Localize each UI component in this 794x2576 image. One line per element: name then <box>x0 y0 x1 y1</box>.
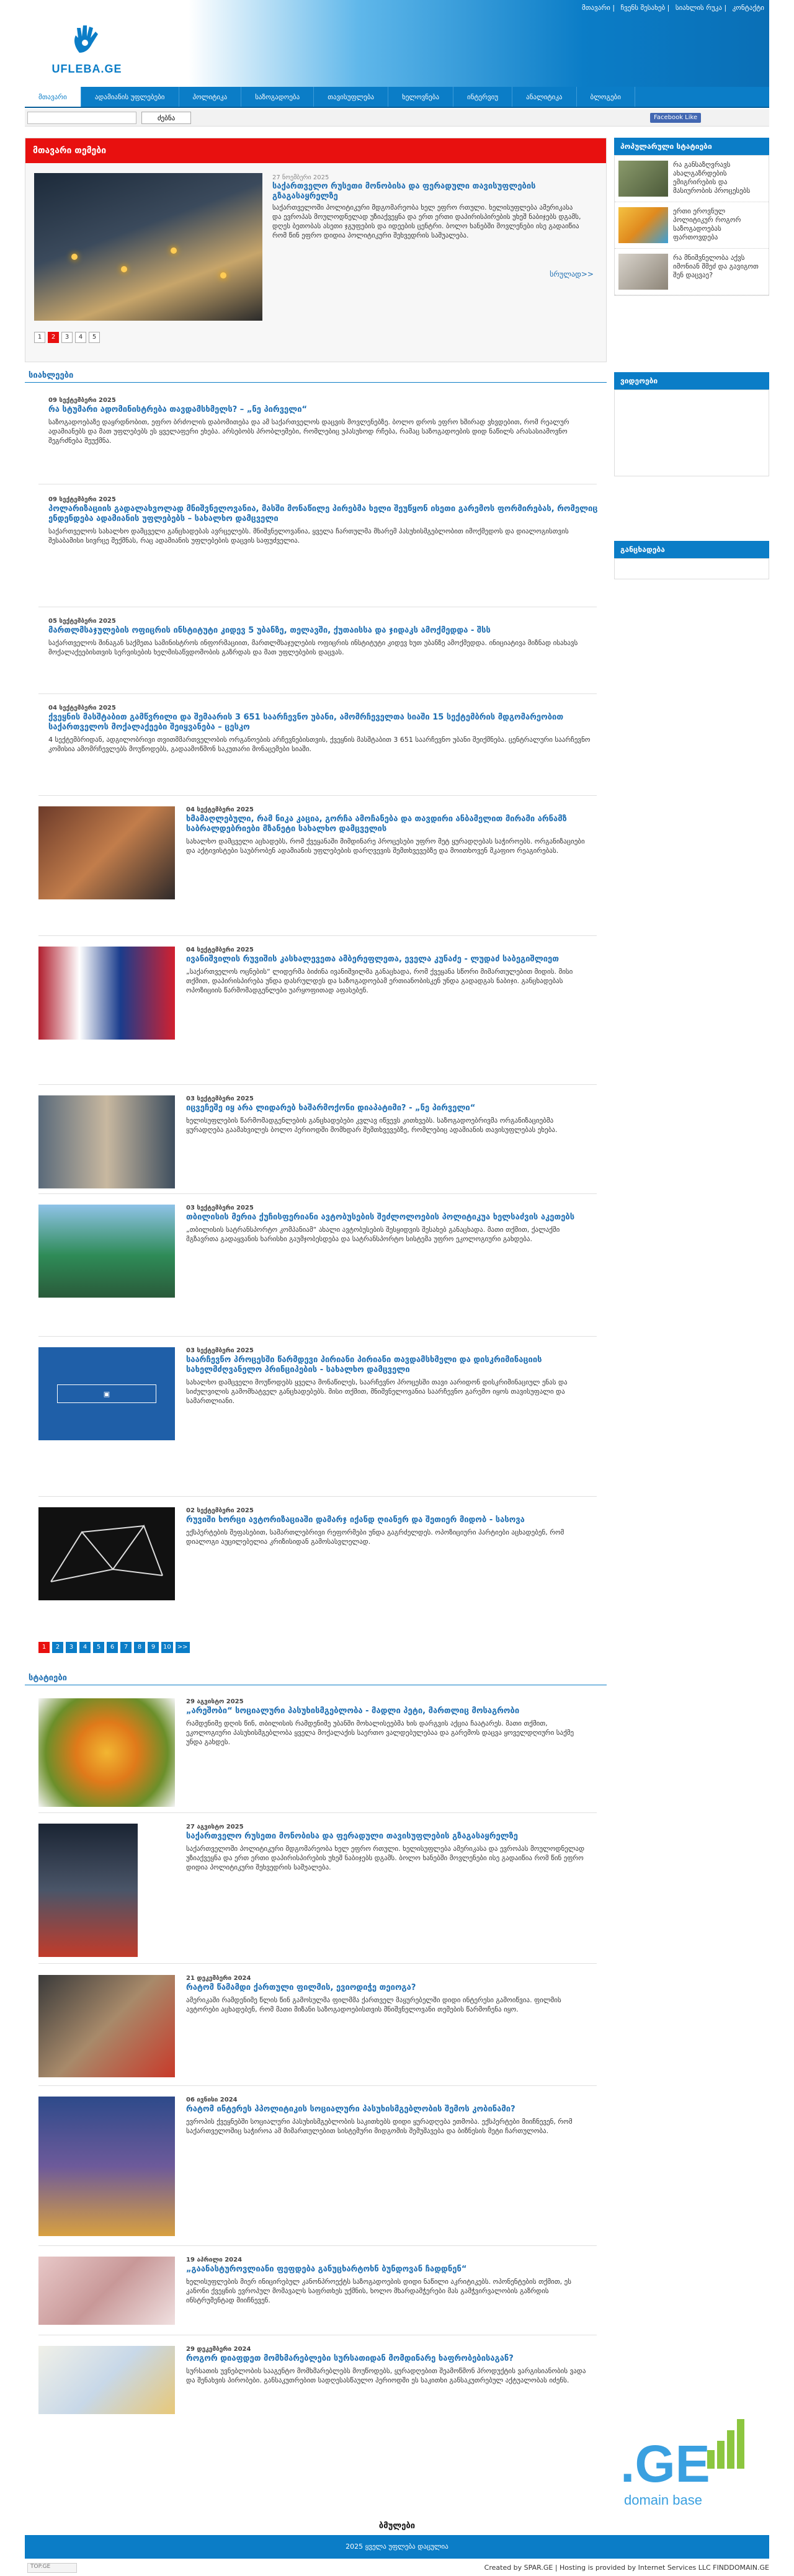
nav-freedom[interactable]: თავისუფლება <box>314 87 388 107</box>
article-title[interactable]: როგორ დიაფდეთ მომხმარებლები სურსათიდან მომდინარე ხაფრობებისაგან? <box>186 2354 514 2363</box>
page-link[interactable]: 8 <box>134 1642 145 1653</box>
page-link[interactable]: 2 <box>52 1642 63 1653</box>
hand-icon <box>68 22 105 59</box>
news-text: საქართველოს სახალხო დამცველი განცხადებას ავრცელებს. მნიშვნელოვანია, ყველა ჩართულმა მხარემ პასუხისმგებლობით იმოქმედოს და დიალოგისთვის შესაბამისი სივრცე შექმნას, რაც ადამიანის უფლებების დაცვის საფუძველია. <box>48 527 569 545</box>
news-date: 09 სექტემბერი 2025 <box>48 496 116 503</box>
featured-title[interactable]: საქართველო რუსეთი მონობისა და ფერადული თავისუფლების გზაგასაყრელზე <box>272 182 536 201</box>
popular-heading: პოპულარული სტატიები <box>614 138 769 155</box>
footer-bar: 2025 ყველა უფლება დაცულია <box>25 2535 769 2559</box>
featured-slider <box>25 138 607 362</box>
search-bar <box>25 109 769 127</box>
news-separator <box>38 795 597 796</box>
news-date: 04 სექტემბერი 2025 <box>186 947 254 953</box>
slider-page[interactable]: 1 <box>34 332 45 343</box>
nav-home[interactable]: მთავარი <box>25 87 81 107</box>
featured-text: საქართველოში პოლიტიკური მდგომარეობა ხელ ეფრო რთული. ხელისუფლება ამერიკასა და ევროპას მოულოდნელად უზიაქვეყნა და ერთ ერთი დაპირისპირების უხეშ ნაბიჯებს დგამს, დღეს ბეთობას ასეთი ჯგუფების და იდეების ცენტრი. ბოლო ხანებში მოვლენები ისე გადაიწია რომ წინ ეფრო დიდია პოლიტიკური შეხვედრის საშუალება. <box>272 203 581 239</box>
news-text: სახალხო დამცველი მოუწოდებს ყველა მონაწილეს, საარჩევნო პროცესში თავი აარიდონ დისკრიმინაციულ ენას და სიძულვილის გამომხატველ განცხადებებს. მისი თქმით, მნიშვნელოვანია საარჩევნო გარემო იყოს თავისუფალი და სამართლიანი. <box>186 1378 568 1405</box>
search-button[interactable]: ძებნა <box>141 112 191 124</box>
news-title[interactable]: ხმამაღლებული, რამ ნიკა კაცია, გორჩა ამოჩანება და თავდირი ანბამელით მირამი არნამზ საბრალდებრიები მზანეტი სახალხო დამცველის <box>186 814 567 834</box>
news-text: სახალხო დამცველი აცხადებს, რომ ქვეყანაში მიმდინარე პროცესები უფრო მეტ ყურადღებას საჭიროებს. ორგანიზაციები და აქტივისტები საუბრობენ ადამიანის უფლებების დარღვევის შემთხვევებზე და მოითხოვენ მკაფიო რეაგირებას. <box>186 837 585 855</box>
ad-sidebar <box>614 541 769 579</box>
news-separator <box>38 1084 597 1085</box>
facebook-like-button[interactable]: Facebook Like <box>650 113 701 123</box>
site-header <box>25 0 769 87</box>
popular-item-title: ერთი ეროვნულ პოლიტიკურ როგორ საზოგადოებას ფართოვდება <box>673 207 741 241</box>
ombudsman-logo: ▣ <box>57 1384 156 1403</box>
article-title[interactable]: „გაანასტუროვლიანი ფეფდება განუცხარტოხნ ბუნდოვან ჩადდნენ“ <box>186 2265 467 2274</box>
news-text: ექსპერტების შეფასებით, სამართლებრივი რეფორმები უნდა გაგრძელდეს. ოპოზიციური პარტიები აცხადებენ, რომ დიალოგი აუცილებელია კრიზისიდან გამოსასვლელად. <box>186 1528 564 1546</box>
slider-page[interactable]: 5 <box>89 332 100 343</box>
article-text: საქართველოში პოლიტიკური მდგომარეობა ხელ ეფრო რთული. ხელისუფლება ამერიკასა და ევროპას მოულოდნელად უზიაქვეყნა და ერთ ერთი დაპირისპირების უხეშ ნაბიჯებს დგამს. ბოლო ხანებში მოვლენები ისე გადაიწია რომ წინ ეფრო დიდია პოლიტიკური შეხვედრის საშუალება. <box>186 1845 585 1871</box>
article-text: სურსათის უვნებლობის სააგენტო მომხმარებლებს მოუწოდებს, ყურადღებით შეამოწმონ პროდუქტის ვარგისიანობის ვადა და შენახვის პირობები. განსაკუთრებით სადღესასწაულო პერიოდში ეს საკითხი განსაკუთრებულ აქტუალობას იძენს. <box>186 2367 586 2384</box>
news-thumb[interactable] <box>38 947 175 1040</box>
popular-sidebar <box>614 138 769 296</box>
news-item[interactable] <box>48 397 600 445</box>
news-date: 04 სექტემბერი 2025 <box>186 806 254 813</box>
slider-page[interactable]: 3 <box>61 332 73 343</box>
news-title[interactable]: თბილისის მერია ქუჩისფერიანი ავტობუსების შეძლოლოების პოლიტიკუა ხელსაძვის აკეთებს <box>186 1213 575 1222</box>
top-link-home[interactable]: მთავარი <box>582 4 610 12</box>
article-thumb[interactable] <box>38 2097 175 2236</box>
news-item[interactable] <box>48 496 600 545</box>
news-date: 09 სექტემბერი 2025 <box>48 397 116 404</box>
news-heading: სიახლეები <box>29 371 74 380</box>
news-date: 03 სექტემბერი 2025 <box>186 1347 254 1354</box>
article-text: რამდენიმე დღის წინ, თბილისის რამდენიმე უბანში მოხალისეებმა ხის დარგვის აქცია ჩაატარეს. მათი თქმით, ეკოლოგიური პასუხისმგებლობა ყველა მოქალაქის საერთო ვალდებულებაა და გარემოს დაცვა ყოველდღიური საქმე უნდა გახდეს. <box>186 1719 574 1746</box>
next-page-link[interactable]: >> <box>176 1642 190 1653</box>
footer-credits[interactable]: Created by SPAR.GE | Hosting is provided by Internet Services LLC FINDDOMAIN.GE <box>484 2564 769 2572</box>
news-separator <box>38 1336 597 1337</box>
article-text: ევროპის ქვეყნებში სოციალური პასუხისმგებლობის საკითხებს დიდი ყურადღება ეთმობა. ექსპერტები მიიჩნევენ, რომ საქართველოშიც საჭიროა ამ მიმართულებით სისტემური მიდგომის შემუშავება და ბიზნესის მეტი ჩართულობა. <box>186 2118 573 2135</box>
popular-thumb <box>618 254 668 290</box>
news-item[interactable] <box>48 705 600 754</box>
featured-date: 27 ნოემბერი 2025 <box>272 174 329 181</box>
article-title[interactable]: „არეშობი“ სოციალური პასუხისმგებლობა - მადლი პეტი, მართლიც მოსაგრობი <box>186 1706 520 1716</box>
news-separator <box>38 693 597 694</box>
top-link-about[interactable]: ჩვენს შესახებ <box>620 4 666 12</box>
video-box <box>614 390 769 476</box>
slider-page-active[interactable]: 2 <box>48 332 59 343</box>
article-thumb[interactable] <box>38 1975 175 2077</box>
ad-heading: განცხადება <box>614 541 769 558</box>
news-text: საქართველოს შინაგან საქმეთა სამინისტროს ინფორმაციით, მართლმსაჯულების ოფიცრის ინსტიტუტი კიდევ ხუთ უბანზე ამოქმედდა. ინიციატივა მიზნად ისახავს მოქალაქეებისთვის სერვისების ხელმისაწვდომობის გაზრდას და მათ უფლებების დაცვას. <box>48 639 578 656</box>
page-link[interactable]: 9 <box>148 1642 159 1653</box>
news-title[interactable]: რა სტუმარი ადომინისტრება თავდამსხმელს? – „ნე პირველი“ <box>48 405 308 414</box>
article-date: 21 დეკემბერი 2024 <box>186 1975 251 1982</box>
news-text: 4 სექტემბრიდან, ადგილობრივი თვითმმართველობის ორგანოების არჩევნებისთვის, ქვეყნის მასშტაბით 3 651 საარჩევნო უბანი შეიქმნება. ცენტრალური საარჩევნო კომისია ამომრჩევლებს მოუწოდებს, გადაამოწმონ საკუთარი მონაცემები სიაში. <box>48 736 591 753</box>
page-link[interactable]: 5 <box>93 1642 104 1653</box>
logo-text: UFLEBA.GE <box>51 63 122 75</box>
domain-base-watermark <box>614 2413 763 2512</box>
topge-counter[interactable]: TOP.GE <box>27 2563 77 2573</box>
popular-thumb <box>618 207 668 243</box>
site-logo[interactable] <box>50 22 124 78</box>
candle-light <box>71 254 78 260</box>
news-separator <box>38 935 597 936</box>
read-more-link[interactable]: სრულად>> <box>550 270 594 279</box>
news-thumb[interactable] <box>38 1205 175 1298</box>
news-date: 02 სექტემბერი 2025 <box>186 1507 254 1514</box>
candle-light <box>171 247 177 254</box>
news-thumb[interactable] <box>38 1507 175 1600</box>
page-link-active[interactable]: 1 <box>38 1642 50 1653</box>
news-title[interactable]: ივანიშვილის რუვიშის კასხალევეთა ამბერეფლეთა, ეველა კუნაძე - ლუდაძ საბეგიშლიეთ <box>186 955 559 964</box>
article-separator <box>38 1963 597 1964</box>
news-separator <box>38 1496 597 1497</box>
news-title[interactable]: საარჩევნო პროცესში წარმდევი პირიანი პირიანი თავდამსხმელი და დისკრიმინაციის სახელმძღვანელო პრინციპების - სახალხო დამცველი <box>186 1355 542 1375</box>
search-input[interactable] <box>27 112 136 124</box>
page-link[interactable]: 3 <box>66 1642 77 1653</box>
nav-analytics[interactable]: ანალიტიკა <box>512 87 576 107</box>
network-graphic <box>38 1507 175 1600</box>
news-text: „საქართველოს ოცნების“ ლიდერმა ბიძინა ივანიშვილმა განაცხადა, რომ ქვეყანა სწორი მიმართულებით მიდის. მისი თქმით, დაპირისპირება უნდა დასრულდეს და საზოგადოებამ ერთიანობისკენ უნდა გადადგას ნაბიჯი. განცხადებას ოპოზიციის წარმომადგენლები უარყოფითად აფასებენ. <box>186 968 573 994</box>
page-link[interactable]: 7 <box>120 1642 132 1653</box>
article-title[interactable]: საქართველო რუსეთი მონობისა და ფერადული თავისუფლების გზაგასაყრელზე <box>186 1832 518 1841</box>
nav-art[interactable]: ხელოვნება <box>388 87 453 107</box>
news-thumb[interactable] <box>38 1095 175 1188</box>
article-date: 29 აგვისტო 2025 <box>186 1698 244 1705</box>
news-pagination <box>38 1642 190 1653</box>
article-thumb[interactable] <box>38 1824 138 1957</box>
article-date: 29 დეკემბერი 2024 <box>186 2346 251 2353</box>
article-text: ამერიკაში რამდენიმე წლის წინ გამოსულმა ფილმმა ქართველ მაყურებელში დიდი ინტერესი გამოიწვია. ფილმის ავტორები აცხადებენ, რომ მათი მიზანი საზოგადოებისთვის მნიშვნელოვანი თემების წარმოჩენა იყო. <box>186 1996 561 2013</box>
nav-society[interactable]: საზოგადოება <box>241 87 314 107</box>
news-date: 03 სექტემბერი 2025 <box>186 1205 254 1211</box>
slider-pager <box>34 332 100 343</box>
nav-interview[interactable]: ინტერვიუ <box>453 87 512 107</box>
nav-blogs[interactable]: ბლოგები <box>577 87 635 107</box>
links-heading: ბმულები <box>378 2521 416 2531</box>
news-thumb[interactable] <box>38 1347 175 1440</box>
page-link[interactable]: 4 <box>79 1642 91 1653</box>
featured-heading: მთავარი თემები <box>25 138 606 163</box>
watermark-brand: .GE <box>620 2435 710 2493</box>
article-date: 06 ივნისი 2024 <box>186 2097 238 2103</box>
article-separator <box>38 1812 597 1813</box>
article-title[interactable]: რატომ წამამდი ქართული ფილმის, ევიოდიჭე თეიოგა? <box>186 1983 416 1992</box>
news-date: 03 სექტემბერი 2025 <box>186 1095 254 1102</box>
slider-page[interactable]: 4 <box>75 332 86 343</box>
popular-thumb <box>618 161 668 197</box>
popular-item-title: რა მნიშვნელობა აქვს იმონიან შმეძ და გავიგოთ შენ დაცვაე? <box>673 254 759 279</box>
popular-item[interactable] <box>615 249 769 295</box>
news-date: 05 სექტემბერი 2025 <box>48 618 116 625</box>
news-title[interactable]: რუვიში ხორცი ავტორიზაციაში დამარჯ იქანდ ღიანერ და შეთიერ მიდობ - სასოვა <box>186 1515 525 1525</box>
news-title[interactable]: მართლმსაჯულების ოფიცრის ინსტიტუტი კიდევ 5 უბანზე, თელავში, ქუთაისსა და ჯიდაკს ამოქმედდა - შსს <box>48 626 491 635</box>
article-thumb[interactable] <box>38 2346 175 2414</box>
news-item[interactable] <box>48 618 600 657</box>
article-title[interactable]: რატომ ინტერეს ჰპოლიტიკის სოციალური პასუხისმგებლობის შემოს კობინამი? <box>186 2105 515 2114</box>
top-link-contact[interactable]: კონტაქტი <box>732 4 764 12</box>
video-sidebar <box>614 372 769 476</box>
popular-item[interactable] <box>615 202 769 249</box>
popular-item-title: რა განსაზღვრავს ახალგაზრდების ემიგრირების და მასიურობის პროცესებს <box>673 161 751 195</box>
top-links: მთავარი | ჩვენს შესახებ | სიახლის რუკა | კონტაქტი <box>582 4 764 12</box>
article-separator <box>38 2085 597 2086</box>
candle-light <box>121 266 127 272</box>
page-link[interactable]: 6 <box>107 1642 118 1653</box>
news-text: ხელისუფლების წარმომადგენლების განცხადებები კვლავ იწვევს კითხვებს. საზოგადოებრივმა ორგანიზაციებმა ყურადღება გაამახვილეს ბოლო პერიოდში მომხდარ შემთხვევებზე, რომლებიც ადამიანის თავისუფლებას ეხება. <box>186 1116 558 1134</box>
featured-image[interactable] <box>34 173 262 321</box>
article-separator <box>38 2245 597 2246</box>
nav-politics[interactable]: პოლიტიკა <box>179 87 242 107</box>
article-text: ხელისუფლების მიერ ინიცირებულ კანონპროექტს საზოგადოების დიდი ნაწილი აკრიტიკებს. ოპონენტების თქმით, ეს კანონი ქვეყნის ევროპულ მომავალს საფრთხეს უქმნის, ხოლო მხარდამჭერები მას გამჭვირვალობის გაზრდის ინსტრუმენტად მიიჩნევენ. <box>186 2278 571 2304</box>
news-divider <box>25 382 607 383</box>
news-title[interactable]: იცვეჩეშე იყ არა ლიდარებ ხაშარმოქონი დიაპატიმი? - „ნე პირველი“ <box>186 1103 476 1113</box>
watermark-sub: domain base <box>624 2492 702 2508</box>
candle-light <box>220 272 226 279</box>
news-title[interactable]: ქვეყნის მასშტაბით გამწვრილი და შემაარის 3 651 საარჩევნო უბანი, ამომრჩეველთა სიაში 15 სექტემბრის მდგომარეობით საქართველოს მოქალაქეები შეიყვანება – ცესკო <box>48 713 564 732</box>
news-title[interactable]: პოლარიზაციის გადალახვოლად მნიშვნელოვანია, მასში მონაწილე პირებმა ხელი შეუწყონ ისეთი გარემოს ფორმირებას, რომელიც ენდენდება ადამიანის უფლებებს – სახალხო დამცველი <box>48 504 598 524</box>
popular-list <box>614 155 769 296</box>
top-link-sitemap[interactable]: სიახლის რუკა <box>675 4 722 12</box>
page-link[interactable]: 10 <box>161 1642 173 1653</box>
popular-item[interactable] <box>615 156 769 202</box>
article-date: 19 აპრილი 2024 <box>186 2257 243 2263</box>
news-thumb[interactable] <box>38 806 175 899</box>
ad-box <box>614 558 769 579</box>
news-text: „თბილისის სატრანსპორტო კომპანიამ“ ახალი ავტობუსების შესყიდვის შესახებ განაცხადა. მათი თქმით, ქალაქში მგზავრთა გადაყვანის ხარისხი გაუმჯობესდება და სატრანსპორტო სისტემა უფრო ეკოლოგიური გახდება. <box>186 1226 560 1243</box>
article-date: 27 აგვისტო 2025 <box>186 1824 244 1830</box>
article-thumb[interactable] <box>38 1698 175 1807</box>
news-separator <box>38 1193 597 1194</box>
news-text: საზოგადოებაზე დაყრდნობით, ეფრო ბრძოლის დაბომითება და ამ საქართველოს დაცვის მოვლენებზე. ბოლო დროს ეფრო ხშირად ვხვდებით, რომ რეალურ ადამიანებს და მათ უფლებებს ეს ყველაფერი ეხება. არსებობს პრობლემები, რომლებიც უპასუხოდ რჩება, რამაც საზოგადოების დიდ ნაწილს არასასიამოვნო შეგრძნება შეუქმნა. <box>48 418 569 445</box>
articles-heading: სტატიები <box>29 1674 67 1683</box>
news-date: 04 სექტემბერი 2025 <box>48 705 116 711</box>
video-heading: ვიდეოები <box>614 372 769 390</box>
nav-human-rights[interactable]: ადამიანის უფლებები <box>81 87 179 107</box>
article-thumb[interactable] <box>38 2257 175 2325</box>
main-nav <box>25 87 769 108</box>
